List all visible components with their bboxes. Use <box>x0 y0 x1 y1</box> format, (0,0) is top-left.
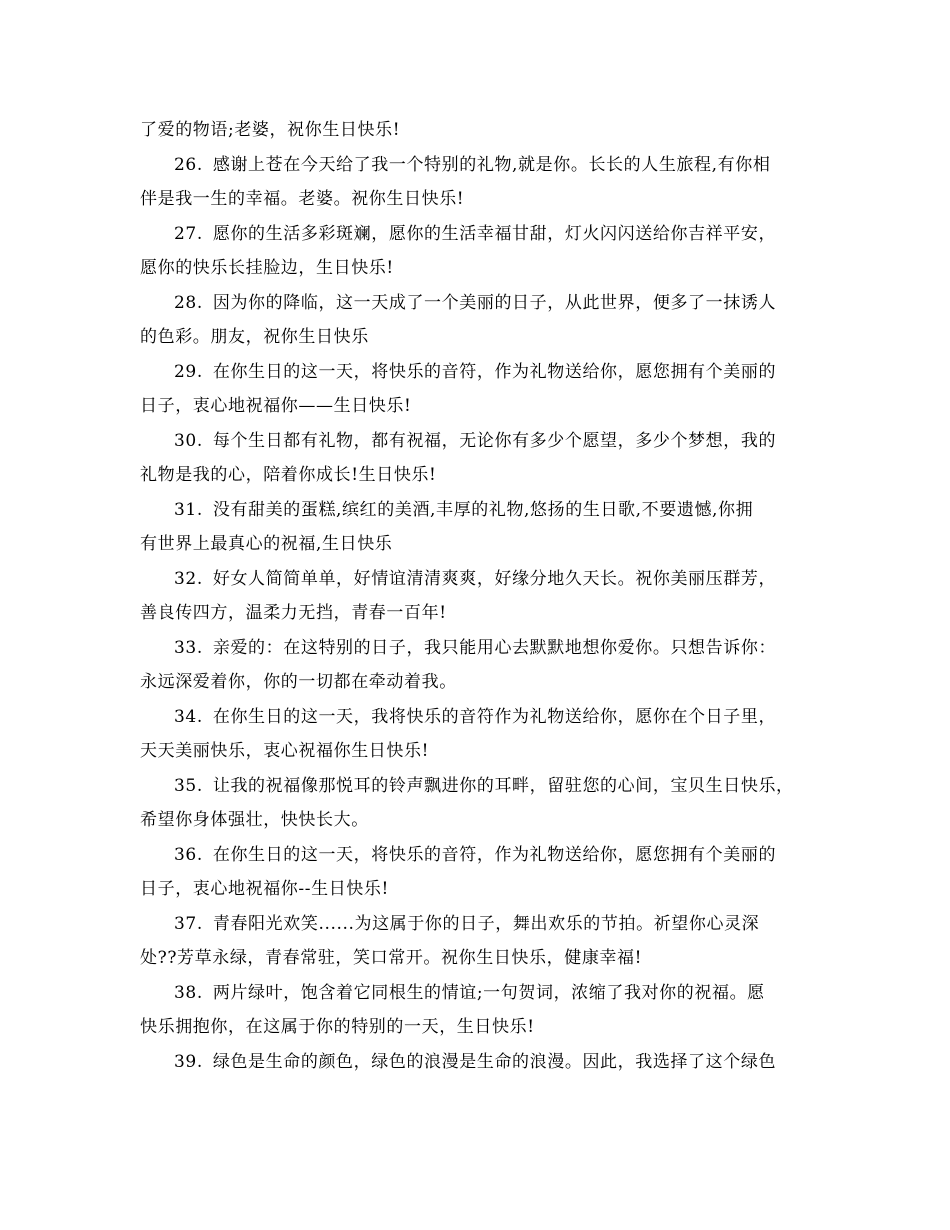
item-text: 两片绿叶，饱含着它同根生的情谊;一句贺词，浓缩了我对你的祝福。愿 <box>212 982 765 1003</box>
item-text: 因为你的降临，这一天成了一个美丽的日子，从此世界，便多了一抹诱人 <box>212 292 777 313</box>
list-item <box>140 562 820 631</box>
item-text-continued: 有世界上最真心的祝福,生日快乐 <box>140 534 393 554</box>
list-item <box>140 700 820 769</box>
item-number: 36. <box>174 844 203 865</box>
item-text: 亲爱的：在这特别的日子，我只能用心去默默地想你爱你。只想告诉你： <box>212 637 777 658</box>
item-number: 38. <box>174 982 203 1003</box>
item-number: 32. <box>174 568 203 589</box>
item-text: 绿色是生命的颜色，绿色的浪漫是生命的浪漫。因此，我选择了这个绿色 <box>212 1051 777 1072</box>
item-text-continued: 伴是我一生的幸福。老婆。祝你生日快乐! <box>140 189 465 209</box>
list-item <box>140 631 820 700</box>
item-number: 27. <box>174 223 203 244</box>
item-text: 在你生日的这一天，将快乐的音符，作为礼物送给你，愿您拥有个美丽的 <box>212 844 777 865</box>
item-number: 28. <box>174 292 203 313</box>
item-number: 37. <box>174 913 203 934</box>
list-item <box>140 286 820 355</box>
item-number: 34. <box>174 706 203 727</box>
list-item <box>140 976 820 1045</box>
item-text: 愿你的生活多彩斑斓，愿你的生活幸福甘甜，灯火闪闪送给你吉祥平安， <box>212 223 777 244</box>
list-item <box>140 907 820 976</box>
item-text-continued: 日子，衷心地祝福你——生日快乐! <box>140 396 412 416</box>
item-number: 26. <box>174 154 203 175</box>
item-text-continued: 日子，衷心地祝福你--生日快乐! <box>140 879 389 899</box>
list-item <box>140 217 820 286</box>
item-text-continued: 永远深爱着你，你的一切都在牵动着我。 <box>140 672 457 692</box>
list-item <box>140 148 820 217</box>
item-number: 35. <box>174 775 203 796</box>
item-text: 每个生日都有礼物，都有祝福，无论你有多少个愿望，多少个梦想，我的 <box>212 430 777 451</box>
list-item <box>140 1045 820 1080</box>
item-text-continued: 的色彩。朋友，祝你生日快乐 <box>140 327 369 347</box>
item-number: 33. <box>174 637 203 658</box>
list-item <box>140 769 820 838</box>
item-text-continued: 愿你的快乐长挂脸边，生日快乐! <box>140 258 394 278</box>
list-item <box>140 355 820 424</box>
item-number: 31. <box>174 499 203 520</box>
item-text: 好女人简简单单，好情谊清清爽爽，好缘分地久天长。祝你美丽压群芳， <box>212 568 777 589</box>
item-text: 让我的祝福像那悦耳的铃声飘进你的耳畔，留驻您的心间，宝贝生日快乐， <box>212 775 794 796</box>
document-body <box>140 113 820 1079</box>
list-item <box>140 424 820 493</box>
list-item <box>140 838 820 907</box>
item-text-continued: 礼物是我的心，陪着你成长!生日快乐! <box>140 465 437 485</box>
item-number: 29. <box>174 361 203 382</box>
item-text-continued: 善良传四方，温柔力无挡，青春一百年! <box>140 603 447 623</box>
item-text: 青春阳光欢笑......为这属于你的日子，舞出欢乐的节拍。祈望你心灵深 <box>212 913 760 934</box>
item-text-continued: 快乐拥抱你，在这属于你的特别的一天，生日快乐! <box>140 1017 535 1037</box>
item-text-continued: 天天美丽快乐，衷心祝福你生日快乐! <box>140 741 430 761</box>
item-text: 在你生日的这一天，将快乐的音符，作为礼物送给你，愿您拥有个美丽的 <box>212 361 777 382</box>
item-text-continued: 处??芳草永绿，青春常驻，笑口常开。祝你生日快乐，健康幸福! <box>140 948 643 968</box>
list-item <box>140 493 820 562</box>
continuation-line: 了爱的物语;老婆，祝你生日快乐! <box>140 120 401 140</box>
item-text: 没有甜美的蛋糕,缤红的美酒,丰厚的礼物,悠扬的生日歌,不要遗憾,你拥 <box>212 499 754 520</box>
item-text: 感谢上苍在今天给了我一个特别的礼物,就是你。长长的人生旅程,有你相 <box>212 154 771 175</box>
item-text: 在你生日的这一天，我将快乐的音符作为礼物送给你，愿你在个日子里， <box>212 706 777 727</box>
item-number: 30. <box>174 430 203 451</box>
item-number: 39. <box>174 1051 203 1072</box>
item-text-continued: 希望你身体强壮，快快长大。 <box>140 810 369 830</box>
